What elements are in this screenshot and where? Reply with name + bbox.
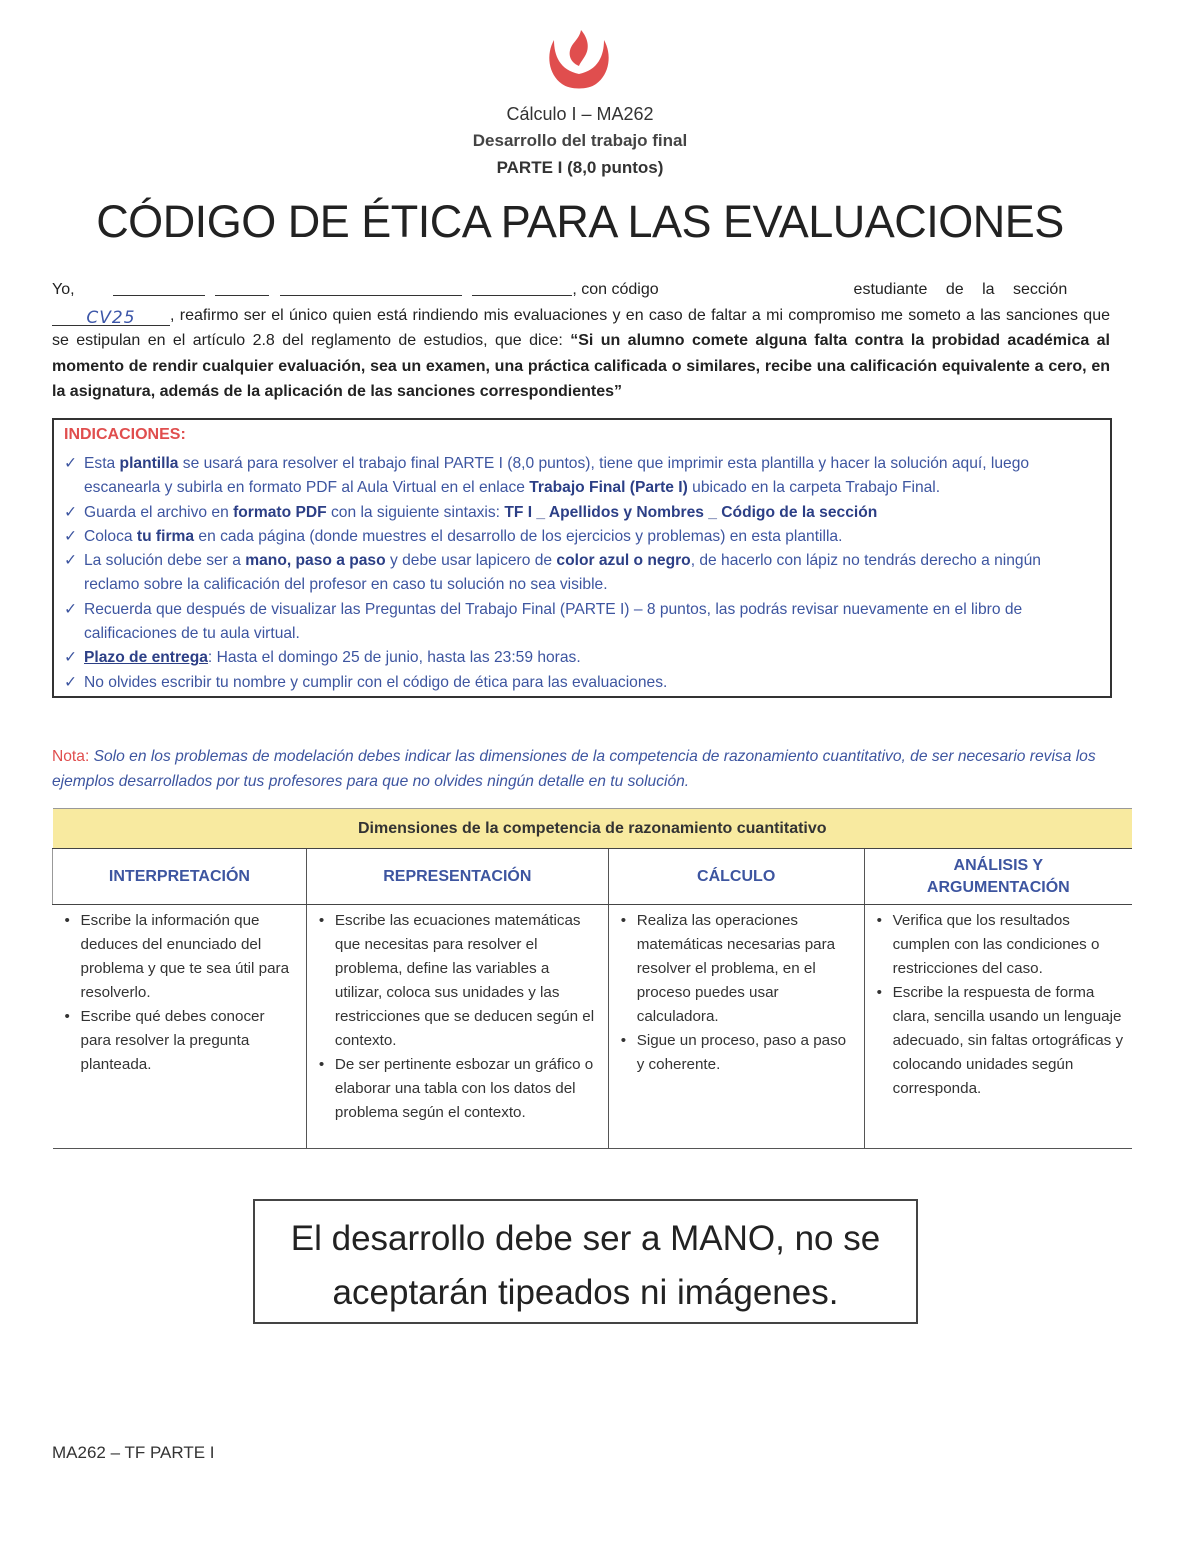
document-subtitle: Desarrollo del trabajo final	[472, 131, 688, 150]
column-header-representacion: REPRESENTACIÓN	[306, 849, 608, 905]
indication-item: ✓ Recuerda que después de visualizar las Preguntas del Trabajo Final (PARTE I) – 8 puntos, las podrás revisar nuevamente en el libro de calificaciones de tu aula virtual.	[64, 598, 1100, 647]
indications-box	[52, 418, 1112, 698]
check-icon: ✓	[64, 600, 78, 618]
ethics-declaration	[52, 277, 1110, 405]
check-icon: ✓	[64, 503, 78, 521]
decl-yo: Yo,	[52, 281, 75, 298]
indication-item: ✓ Guarda el archivo en formato PDF con la siguiente sintaxis: TF I _ Apellidos y Nombres _ Código de la sección	[64, 501, 1100, 525]
check-icon: ✓	[64, 673, 78, 691]
section-handwritten: CV25	[86, 307, 136, 328]
notice-line-2: aceptarán tipeados ni imágenes.	[332, 1273, 839, 1312]
name-blank-2[interactable]	[472, 280, 572, 296]
competence-dimensions-table	[52, 808, 1132, 1149]
university-logo-icon	[540, 26, 618, 98]
column-calculo	[608, 905, 864, 1149]
column-representacion	[306, 905, 608, 1149]
list-item: • Escribe qué debes conocer para resolver la pregunta planteada.	[63, 1005, 298, 1077]
part-label: PARTE I (8,0 puntos)	[496, 158, 664, 177]
list-item: • Sigue un proceso, paso a paso y coherente.	[619, 1029, 856, 1077]
note-text: Solo en los problemas de modelación debes indicar las dimensiones de la competencia de razonamiento cuantitativo, de ser necesario revisa los ejemplos desarrollados por tus profesores para que no olvides ningún detalle en tu solución.	[52, 748, 1096, 790]
list-item: • Escribe la información que deduces del enunciado del problema y que te sea útil para resolverlo.	[63, 909, 298, 1005]
decl-code-label: , con código	[572, 281, 659, 298]
column-header-interpretacion: INTERPRETACIÓN	[53, 849, 307, 905]
dimensions-title: Dimensiones de la competencia de razonamiento cuantitativo	[53, 809, 1133, 849]
course-title: Cálculo I – MA262	[506, 104, 654, 124]
page-title: CÓDIGO DE ÉTICA PARA LAS EVALUACIONES	[96, 196, 1064, 247]
list-item: • Realiza las operaciones matemáticas necesarias para resolver el problema, en el proceso puedes usar calculadora.	[619, 909, 856, 1029]
indication-item-deadline: ✓ Plazo de entrega: Hasta el domingo 25 de junio, hasta las 23:59 horas.	[64, 646, 1100, 670]
check-icon: ✓	[64, 527, 78, 545]
check-icon: ✓	[64, 552, 78, 570]
decl-body: , reafirmo ser el único quien está rindiendo mis evaluaciones y en caso de faltar a mi compromiso me someto a las sanciones que se estipulan en el artículo 2.8 del reglamento de estudios, que dice:	[52, 306, 1110, 349]
indications-title: INDICACIONES:	[64, 426, 186, 443]
column-header-calculo: CÁLCULO	[608, 849, 864, 905]
page-footer: MA262 – TF PARTE I	[52, 1443, 215, 1462]
handwritten-notice-box	[253, 1199, 918, 1324]
column-interpretacion	[53, 905, 307, 1149]
indication-item: ✓ Esta plantilla se usará para resolver el trabajo final PARTE I (8,0 puntos), tiene que imprimir esta plantilla y hacer la solución aquí, luego escanearla y subirla en formato PDF al Aula Virtual en el enlace Trabajo Final (Parte I) ubicado en la carpeta Trabajo Final.	[64, 452, 1100, 501]
list-item: • Escribe las ecuaciones matemáticas que necesitas para resolver el problema, define las variables a utilizar, coloca sus unidades y las restricciones que se deducen según el contexto.	[317, 909, 600, 1053]
indication-item: ✓ No olvides escribir tu nombre y cumplir con el código de ética para las evaluaciones.	[64, 671, 1100, 695]
note-label: Nota:	[52, 748, 90, 765]
check-icon: ✓	[64, 649, 78, 667]
notice-line-1: El desarrollo debe ser a MANO, no se	[290, 1219, 881, 1258]
list-item: • Escribe la respuesta de forma clara, sencilla usando un lenguaje adecuado, sin faltas ortográficas y colocando unidades según corresponda.	[875, 981, 1124, 1101]
surname-blank-1[interactable]	[113, 280, 205, 296]
column-analisis	[864, 905, 1132, 1149]
surname-blank-2[interactable]	[215, 280, 269, 296]
section-blank[interactable]	[52, 306, 170, 326]
name-blank-1[interactable]	[280, 280, 462, 296]
list-item: • Verifica que los resultados cumplen con las condiciones o restricciones del caso.	[875, 909, 1124, 981]
indication-item: ✓ Coloca tu firma en cada página (donde muestres el desarrollo de los ejercicios y problemas) en esta plantilla.	[64, 525, 1100, 549]
decl-section-label: estudiante de la sección	[853, 281, 1068, 298]
indication-item: ✓ La solución debe ser a mano, paso a paso y debe usar lapicero de color azul o negro, de hacerlo con lápiz no tendrás derecho a ningún reclamo sobre la calificación del profesor en caso tu solución no sea visible.	[64, 549, 1100, 598]
list-item: • De ser pertinente esbozar un gráfico o elaborar una tabla con los datos del problema según el contexto.	[317, 1053, 600, 1125]
column-header-analisis: ANÁLISIS Y ARGUMENTACIÓN	[864, 849, 1132, 905]
modeling-note	[52, 744, 1124, 794]
decl-quote: “Si un alumno comete alguna falta contra la probidad académica al momento de rendir cualquier evaluación, sea un examen, una práctica calificada o similares, recibe una calificación equivalente a cero, en la asignatura, además de la aplicación de las sanciones correspondientes”	[52, 332, 1110, 400]
check-icon: ✓	[64, 455, 78, 472]
